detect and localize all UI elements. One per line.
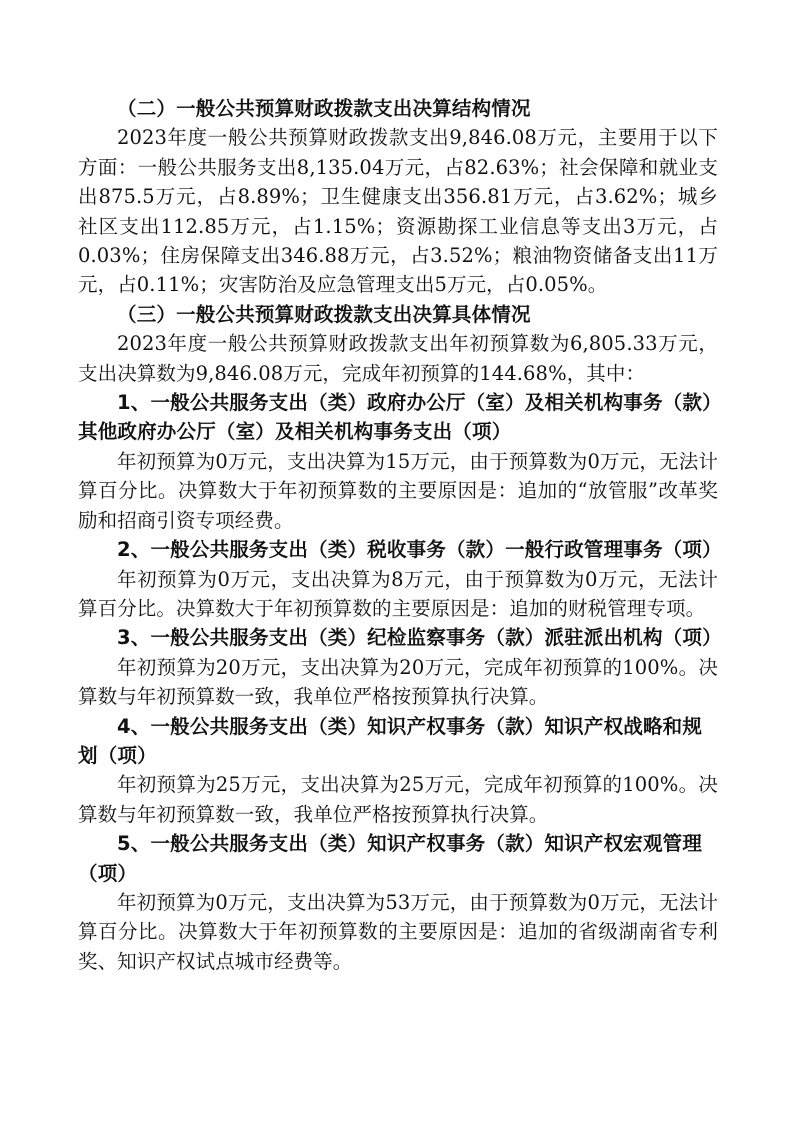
section-3-intro: 2023年度一般公共预算财政拨款支出年初预算数为6,805.33万元，支出决算数为9,846.08万元，完成年初预算的144.68%，其中： xyxy=(78,332,718,385)
section-2-body: 2023年度一般公共预算财政拨款支出9,846.08万元，主要用于以下方面：一般公共服务支出8,135.04万元，占82.63%；社会保障和就业支出875.5万元，占8.89%；卫生健康支出356.81万元，占3.62%；城乡社区支出112.85万元，占1.15%；资源勘探工业信息等支出3万元，占0.03%；住房保障支出346.88万元，占3.52%；粮油物资储备支出11万元，占0.11%；灾害防治及应急管理支出5万元，占0.05%。 xyxy=(78,126,718,297)
item-1-title: 1、一般公共服务支出（类）政府办公厅（室）及相关机构事务（款）其他政府办公厅（室）及相关机构事务支出（项） xyxy=(78,391,713,444)
item-4-body: 年初预算为25万元，支出决算为25万元，完成年初预算的100%。决算数与年初预算数一致，我单位严格按预算执行决算。 xyxy=(78,773,718,826)
item-5-body: 年初预算为0万元，支出决算为53万元，由于预算数为0万元，无法计算百分比。决算数大于年初预算数的主要原因是：追加的省级湖南省专利奖、知识产权试点城市经费等。 xyxy=(78,890,718,973)
document-page xyxy=(78,94,722,976)
item-2-body: 年初预算为0万元，支出决算为8万元，由于预算数为0万元，无法计算百分比。决算数大于年初预算数的主要原因是：追加的财税管理专项。 xyxy=(78,567,718,620)
item-4-title: 4、一般公共服务支出（类）知识产权事务（款）知识产权战略和规划（项） xyxy=(78,714,703,767)
item-5-title: 5、一般公共服务支出（类）知识产权事务（款）知识产权宏观管理（项） xyxy=(78,832,703,885)
item-3-title: 3、一般公共服务支出（类）纪检监察事务（款）派驻派出机构（项） xyxy=(117,626,722,650)
item-2-title: 2、一般公共服务支出（类）税收事务（款）一般行政管理事务（项） xyxy=(117,538,722,562)
section-2-heading: （二）一般公共预算财政拨款支出决算结构情况 xyxy=(117,97,531,120)
item-3-body: 年初预算为20万元，支出决算为20万元，完成年初预算的100%。决算数与年初预算数一致，我单位严格按预算执行决算。 xyxy=(78,655,718,709)
item-1-body: 年初预算为0万元，支出决算为15万元，由于预算数为0万元，无法计算百分比。决算数大于年初预算数的主要原因是：追加的“放管服”改革奖励和招商引资专项经费。 xyxy=(78,449,718,532)
section-3-heading: （三）一般公共预算财政拨款支出决算具体情况 xyxy=(117,302,531,326)
